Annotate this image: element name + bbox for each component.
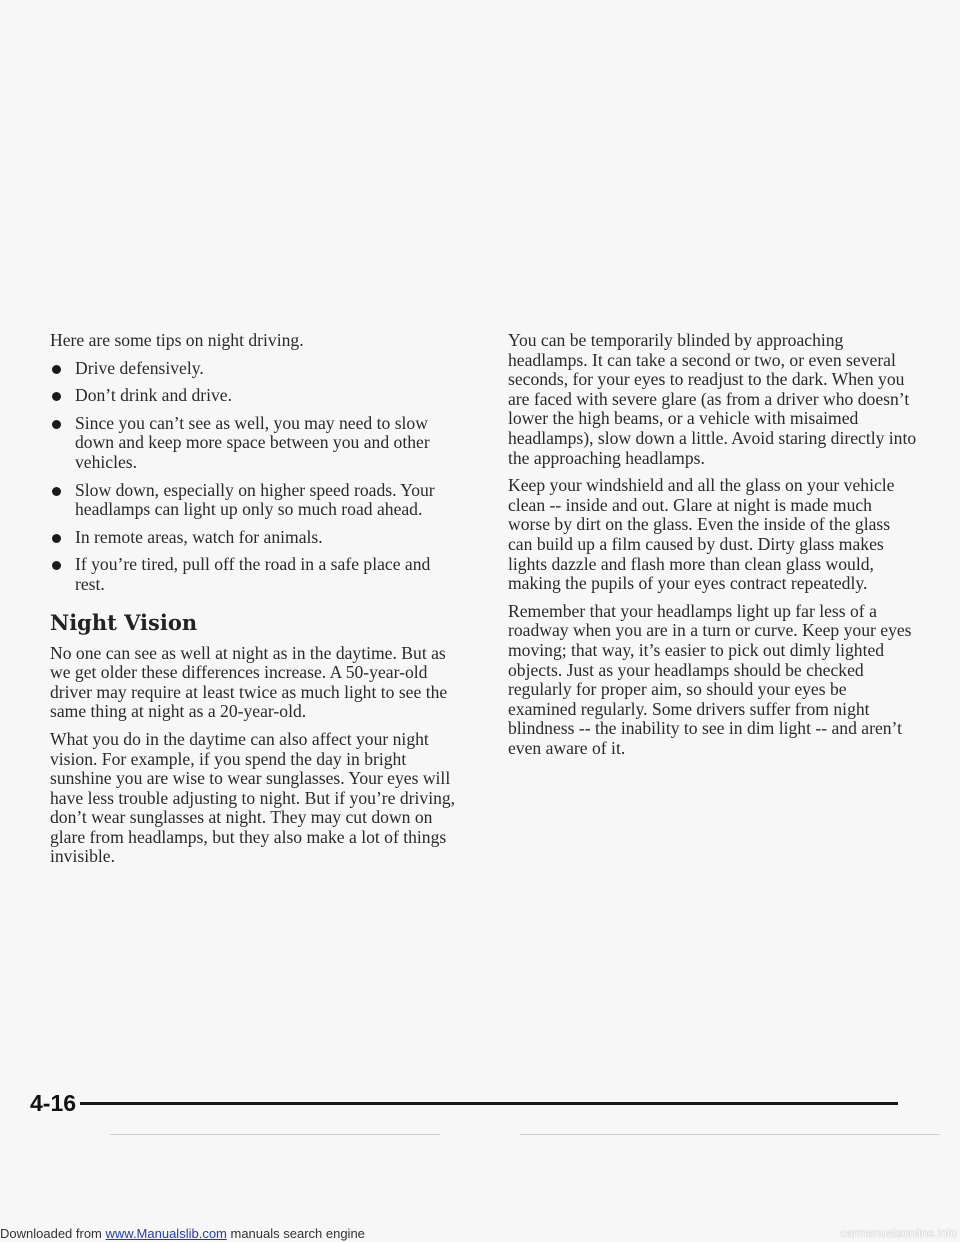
section-heading: Night Vision (50, 609, 198, 635)
list-item: Slow down, especially on higher speed roads. Your headlamps can light up only so much road ahead. (50, 481, 435, 520)
list-item: Don’t drink and drive. (50, 386, 435, 406)
scan-artifact-line (520, 1134, 940, 1135)
paragraph: Remember that your headlamps light up far less of a roadway when you are in a turn or curve. Keep your eyes moving; that way, it’s easier to pick out dimly lighted objects. Just as your headlamps should be checked regularly for proper aim, so should your eyes be examined regularly. Some drivers suffer from night blindness -- the inability to see in dim light -- and aren’t even aware of it. (508, 600, 912, 758)
paragraph: Keep your windshield and all the glass on your vehicle clean -- inside and out. Glare at night is made much worse by dirt on the glass. Even the inside of the glass can build up a film caused by dust. Dirty glass makes lights dazzle and flash more than clean glass would, making the pupils of your eyes contract repeatedly. (508, 475, 895, 594)
paragraph: What you do in the daytime can also affect your night vision. For example, if you spend the day in bright sunshine you are wise to wear sunglasses. Your eyes will have less trouble adjusting to night. But if you’re driving, don’t wear sunglasses at night. They may cut down on glare from headlamps, but they also make a lot of things invisible. (50, 728, 456, 867)
list-item: Drive defensively. (50, 359, 435, 379)
download-notice (0, 1225, 365, 1242)
list-item: If you’re tired, pull off the road in a safe place and rest. (50, 555, 435, 594)
night-driving-tips-list (50, 359, 460, 595)
download-suffix: manuals search engine (226, 1226, 365, 1241)
watermark-text: carmanualsonline.info (840, 1226, 957, 1240)
manualslib-link[interactable]: www.Manualslib.com (105, 1226, 227, 1241)
footer-rule (80, 1102, 898, 1105)
site-header-bar (0, 1225, 960, 1242)
left-column (50, 331, 460, 875)
paragraph: You can be temporarily blinded by approaching headlamps. It can take a second or two, or even several seconds, for your eyes to readjust to the dark. When you are faced with severe glare (as from a driver who doesn’t lower the high beams, or a vehicle with misaimed headlamps), slow down a little. Avoid staring directly into the approaching headlamps. (508, 330, 917, 468)
download-prefix: Downloaded from (0, 1226, 106, 1241)
intro-text: Here are some tips on night driving. (50, 330, 304, 350)
scan-artifact-line (110, 1134, 440, 1135)
page-number: 4-16 (30, 1090, 77, 1116)
list-item: In remote areas, watch for animals. (50, 528, 435, 548)
right-column (508, 331, 918, 766)
paragraph: No one can see as well at night as in the daytime. But as we get older these differences increase. A 50-year-old driver may require at least twice as much light to see the same thing at night as a 20-year-old. (50, 642, 448, 722)
list-item: Since you can’t see as well, you may need to slow down and keep more space between you and other vehicles. (50, 414, 435, 473)
